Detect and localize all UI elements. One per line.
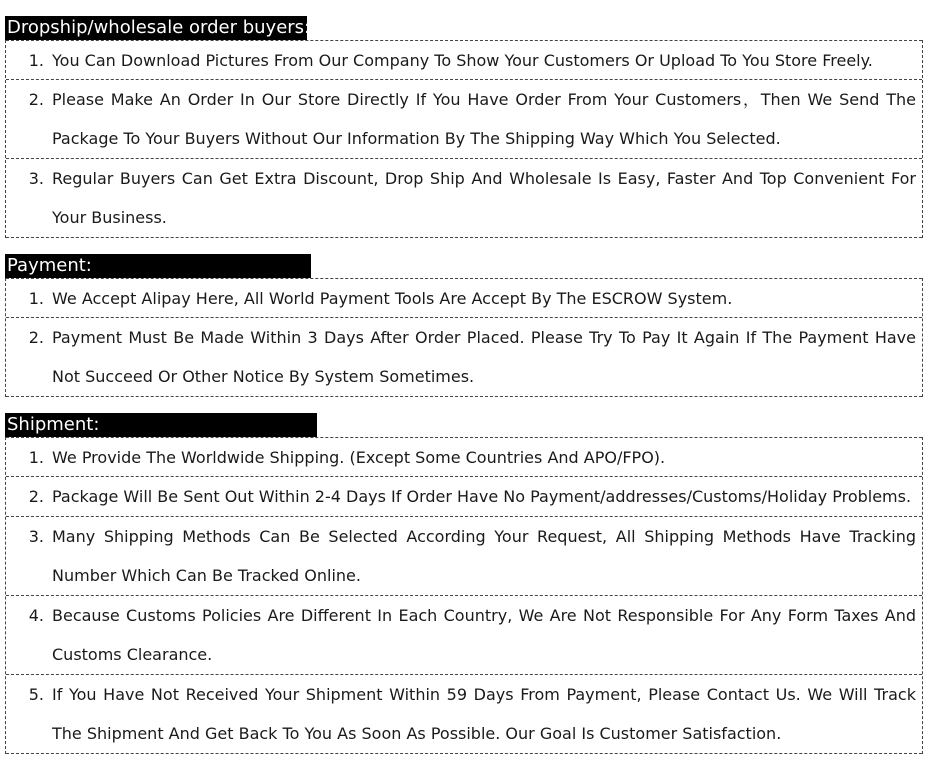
dropship-section: [5, 16, 923, 238]
dropship-list: [5, 40, 923, 238]
item-text: Many Shipping Methods Can Be Selected According Your Request, All Shipping Methods Have Tracking Number Which Can Be Tracked Online.: [52, 527, 916, 585]
item-number: 2.: [28, 487, 44, 506]
list-item: [6, 517, 922, 596]
item-text: You Can Download Pictures From Our Company To Show Your Customers Or Upload To You Store Freely.: [52, 51, 873, 70]
list-item: [6, 675, 922, 754]
list-item: [6, 278, 922, 318]
list-item: [6, 40, 922, 80]
item-number: 1.: [28, 448, 44, 467]
list-item: [6, 596, 922, 675]
item-number: 1.: [28, 289, 44, 308]
item-text: We Provide The Worldwide Shipping. (Except Some Countries And APO/FPO).: [52, 448, 666, 467]
list-item: [6, 318, 922, 397]
item-text: Because Customs Policies Are Different In Each Country, We Are Not Responsible For Any Form Taxes And Customs Clearance.: [52, 606, 916, 664]
shipment-list: [5, 437, 923, 754]
item-text: Payment Must Be Made Within 3 Days After Order Placed. Please Try To Pay It Again If The Payment Have Not Succeed Or Other Notice By System Sometimes.: [52, 328, 916, 386]
item-number: 3.: [28, 527, 44, 546]
shipment-section: [5, 413, 923, 754]
list-item: [6, 437, 922, 477]
item-text: Package Will Be Sent Out Within 2-4 Days If Order Have No Payment/addresses/Customs/Holiday Problems.: [52, 487, 912, 506]
payment-section: [5, 254, 923, 397]
payment-heading: Payment:: [5, 254, 311, 278]
dropship-heading: Dropship/wholesale order buyers:: [7, 17, 311, 38]
item-text: We Accept Alipay Here, All World Payment Tools Are Accept By The ESCROW System.: [52, 289, 733, 308]
shipment-heading: Shipment:: [5, 413, 317, 437]
list-item: [6, 159, 922, 238]
list-item: [6, 80, 922, 159]
item-number: 1.: [28, 51, 44, 70]
list-item: [6, 477, 922, 517]
item-number: 3.: [28, 169, 44, 188]
item-text: If You Have Not Received Your Shipment Within 59 Days From Payment, Please Contact Us. We Will Track The Shipment And Get Back To You As Soon As Possible. Our Goal Is Customer Satisfaction.: [52, 685, 916, 743]
item-number: 2.: [28, 328, 44, 347]
item-number: 5.: [28, 685, 44, 704]
item-text: Please Make An Order In Our Store Directly If You Have Order From Your Customers，Then We Send The Package To Your Buyers Without Our Information By The Shipping Way Which You Selected.: [52, 90, 916, 148]
payment-list: [5, 278, 923, 397]
item-text: Regular Buyers Can Get Extra Discount, Drop Ship And Wholesale Is Easy, Faster And Top Convenient For Your Business.: [52, 169, 916, 227]
item-number: 4.: [28, 606, 44, 625]
item-number: 2.: [28, 90, 44, 109]
